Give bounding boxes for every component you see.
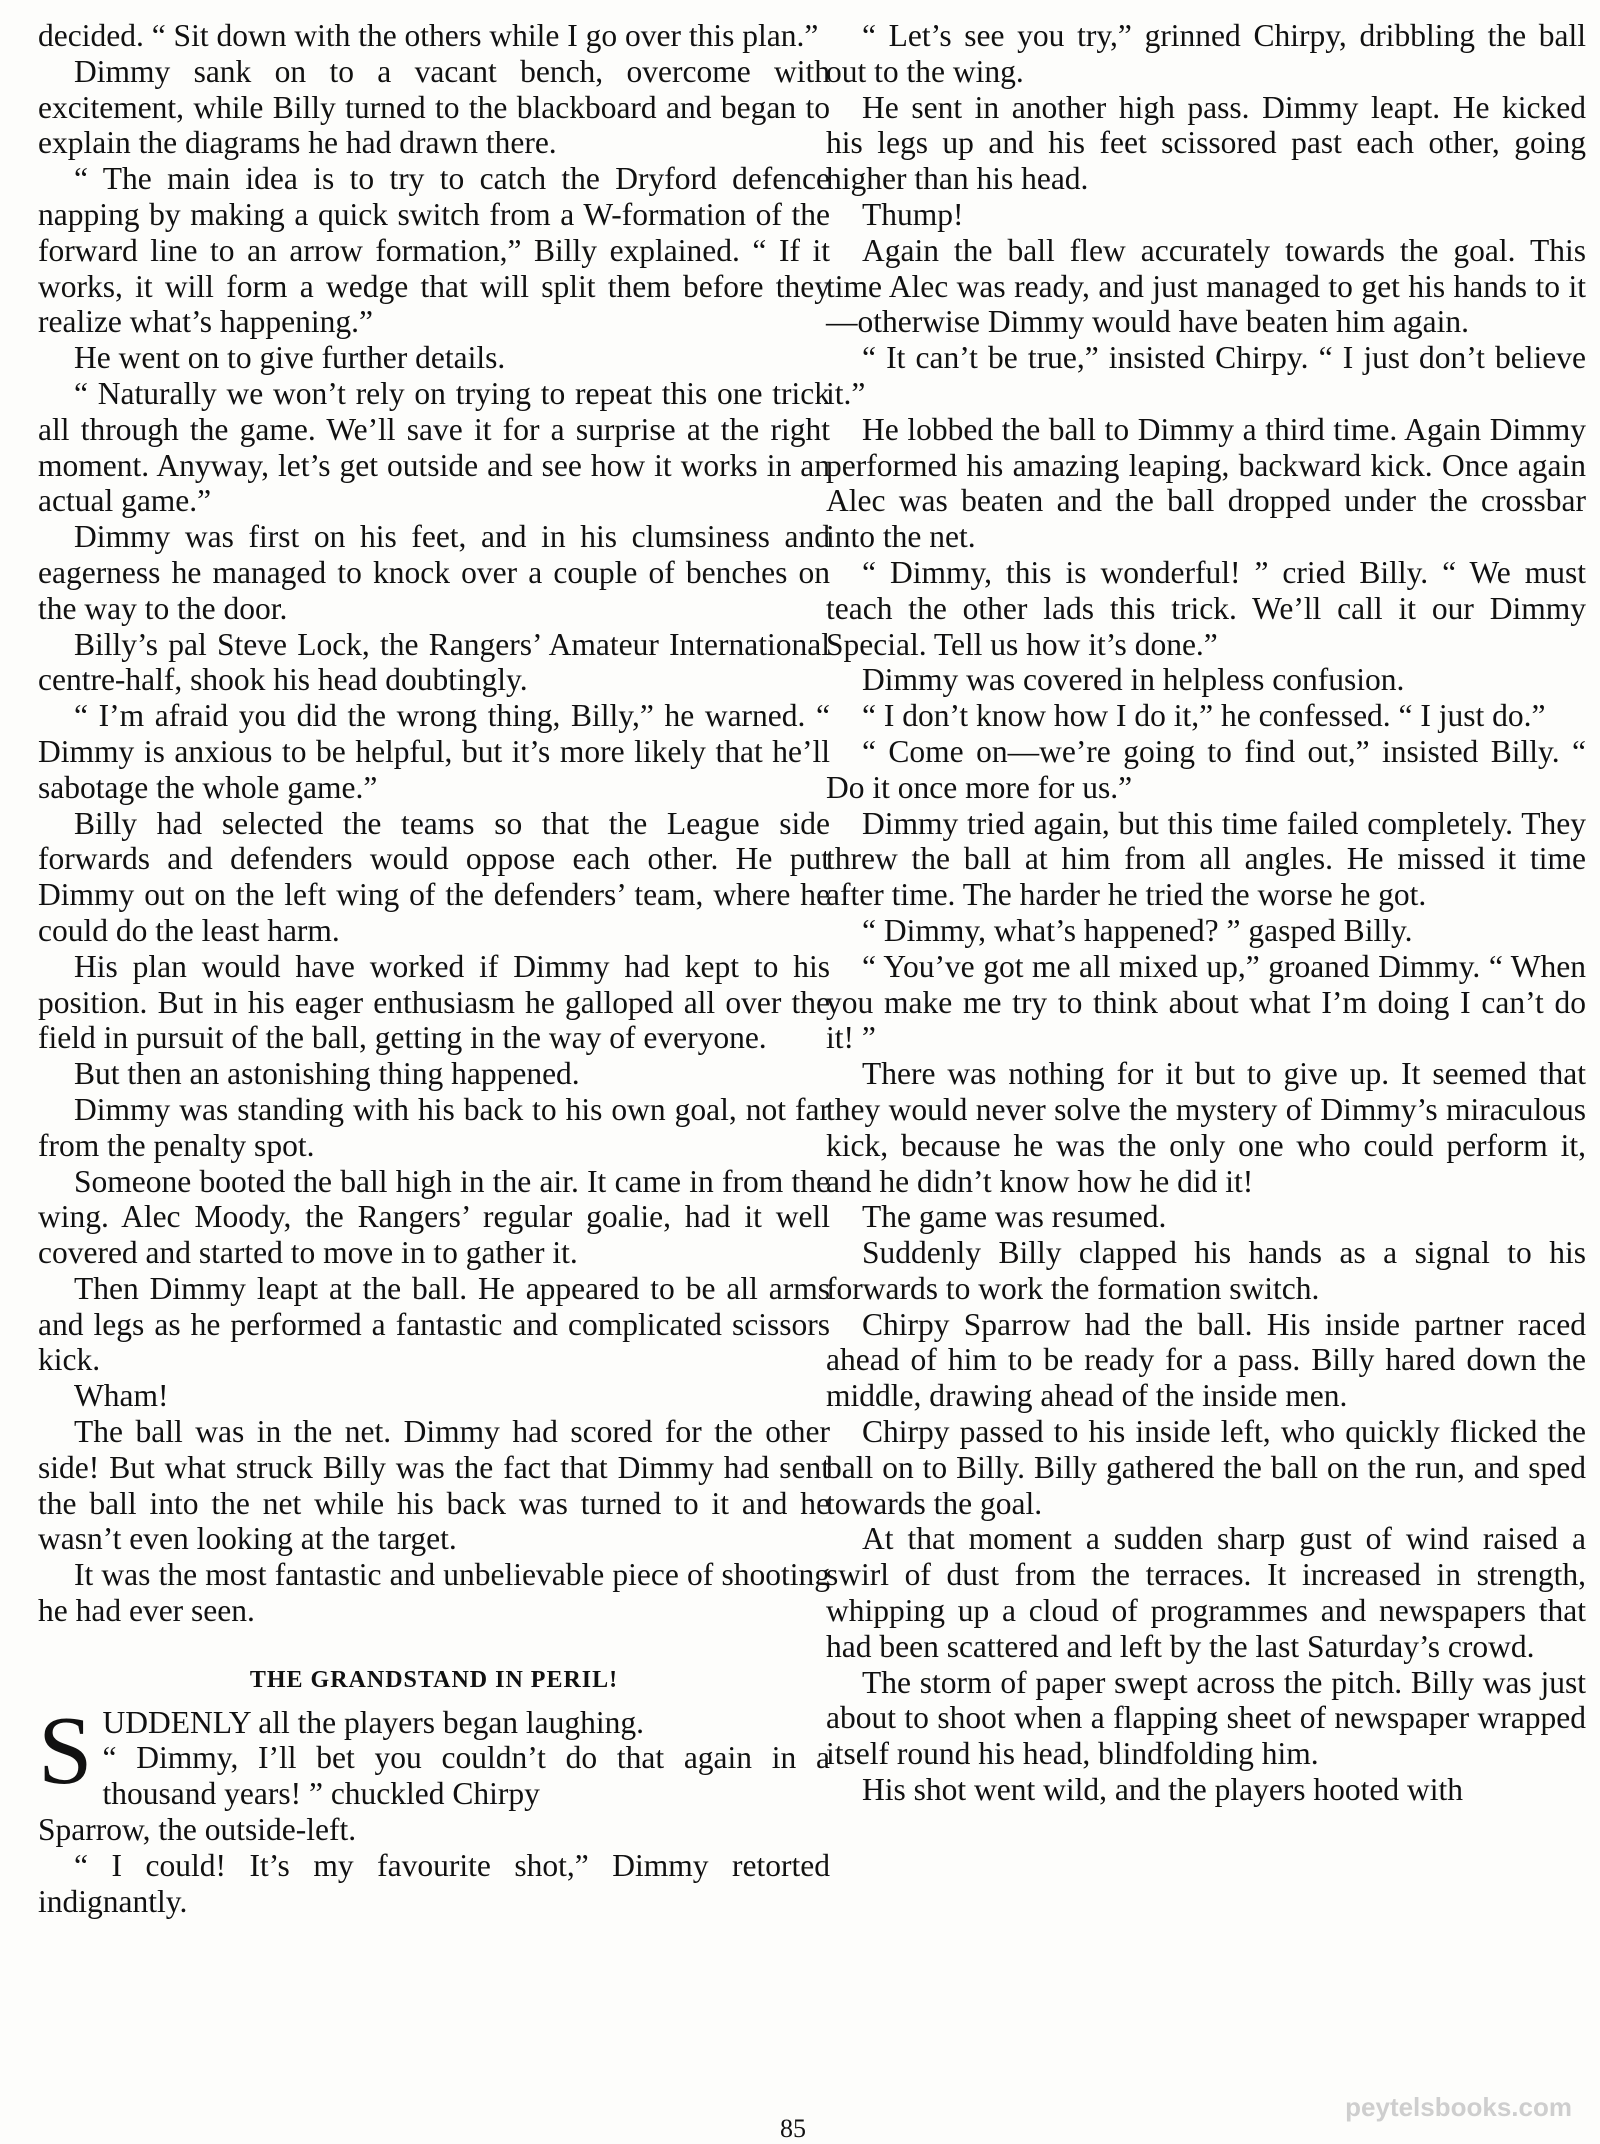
- paragraph: He went on to give further details.: [74, 340, 506, 376]
- paragraph: Sparrow, the outside-left.: [38, 1812, 357, 1848]
- paragraph: Then Dimmy leapt at the ball. He appeared to be all arms and legs as he performed a fantastic and complicated scissors kick.: [38, 1270, 830, 1378]
- paragraph: “ I could! It’s my favourite shot,” Dimmy retorted indignantly.: [38, 1847, 830, 1919]
- paragraph: Someone booted the ball high in the air. It came in from the wing. Alec Moody, the Rangers’ regular goalie, had it well covered and started to move in to gather it.: [38, 1163, 830, 1271]
- paragraph: decided. “ Sit down with the others while I go over this plan.”: [38, 18, 819, 53]
- paragraph: “ Let’s see you try,” grinned Chirpy, dribbling the ball out to the wing.: [826, 18, 1586, 89]
- paragraph: Suddenly Billy clapped his hands as a signal to his forwards to work the formation switch.: [826, 1235, 1586, 1306]
- paragraph: Again the ball flew accurately towards the goal. This time Alec was ready, and just managed to get his hands to it—otherwise Dimmy would have beaten him again.: [826, 232, 1586, 340]
- paragraph: “ The main idea is to try to catch the Dryford defence napping by making a quick switch from a W-formation of the forward line to an arrow formation,” Billy explained. “ If it works, it will form a wedge that will split them before they realize what’s happening.”: [38, 161, 830, 340]
- paragraph: The storm of paper swept across the pitch. Billy was just about to shoot when a flapping sheet of newspaper wrapped itself round his head, blindfolding him.: [826, 1664, 1586, 1772]
- paragraph: He sent in another high pass. Dimmy leapt. He kicked his legs up and his feet scissored past each other, going higher than his head.: [826, 89, 1586, 197]
- paragraph: “ You’ve got me all mixed up,” groaned Dimmy. “ When you make me try to think about what I’m doing I can’t do it! ”: [826, 948, 1586, 1056]
- paragraph: “ Dimmy, this is wonderful! ” cried Billy. “ We must teach the other lads this trick. We’ll call it our Dimmy Special. Tell us how it’s done.”: [826, 554, 1586, 662]
- right-column: [826, 18, 1586, 1808]
- paragraph: “ Come on—we’re going to find out,” insisted Billy. “ Do it once more for us.”: [826, 733, 1586, 805]
- paragraph: The ball was in the net. Dimmy had scored for the other side! But what struck Billy was the fact that Dimmy had sent the ball into the net while his back was turned to it and he wasn’t even looking at the target.: [38, 1414, 830, 1557]
- left-column: [38, 18, 830, 1919]
- paragraph: His plan would have worked if Dimmy had kept to his position. But in his eager enthusiasm he galloped all over the field in pursuit of the ball, getting in the way of everyone.: [38, 948, 830, 1056]
- paragraph: “ Naturally we won’t rely on trying to repeat this one trick all through the game. We’ll save it for a surprise at the right moment. Anyway, let’s get outside and see how it works in an actual game.”: [38, 375, 830, 519]
- paragraph: Dimmy was first on his feet, and in his clumsiness and eagerness he managed to knock over a couple of benches on the way to the door.: [38, 519, 830, 626]
- paragraph: “ Dimmy, what’s happened? ” gasped Billy.: [862, 912, 1413, 948]
- paragraph: Wham!: [74, 1378, 169, 1414]
- paragraph: Chirpy Sparrow had the ball. His inside partner raced ahead of him to be ready for a pass. Billy hared down the middle, drawing ahead of the inside men.: [826, 1306, 1586, 1414]
- dropcap-rest: UDDENLY all the players began laughing.: [102, 1704, 645, 1740]
- page-number: 85: [780, 2114, 806, 2143]
- paragraph: But then an astonishing thing happened.: [74, 1056, 580, 1092]
- paragraph: Chirpy passed to his inside left, who quickly flicked the ball on to Billy. Billy gathered the ball on the run, and sped towards the goal.: [826, 1414, 1586, 1521]
- paragraph: At that moment a sudden sharp gust of wind raised a swirl of dust from the terraces. It increased in strength, whipping up a cloud of programmes and newspapers that had been scattered and left by the last Saturday’s crowd.: [826, 1521, 1586, 1664]
- paragraph: Dimmy sank on to a vacant bench, overcome with excitement, while Billy turned to the blackboard and began to explain the diagrams he had drawn there.: [38, 53, 830, 161]
- paragraph: It was the most fantastic and unbelievable piece of shooting he had ever seen.: [38, 1557, 830, 1629]
- dropcap-paragraph: [38, 1696, 830, 1812]
- paragraph: “ I don’t know how I do it,” he confessed. “ I just do.”: [862, 698, 1546, 734]
- section-heading: THE GRANDSTAND IN PERIL!: [249, 1666, 619, 1693]
- paragraph: Dimmy was standing with his back to his own goal, not far from the penalty spot.: [38, 1091, 830, 1163]
- paragraph: There was nothing for it but to give up. It seemed that they would never solve the mystery of Dimmy’s miraculous kick, because he was the only one who could perform it, and he didn’t know how he did it!: [826, 1056, 1586, 1199]
- paragraph: Thump!: [862, 196, 964, 232]
- paragraph: “ I’m afraid you did the wrong thing, Billy,” he warned. “ Dimmy is anxious to be helpful, but it’s more likely that he’ll sabotage the whole game.”: [38, 698, 830, 805]
- paragraph: He lobbed the ball to Dimmy a third time. Again Dimmy performed his amazing leaping, backward kick. Once again Alec was beaten and the ball dropped under the crossbar into the net.: [826, 411, 1586, 555]
- paragraph: The game was resumed.: [862, 1199, 1167, 1235]
- paragraph: His shot went wild, and the players hooted with: [862, 1772, 1464, 1808]
- dropcap-letter: S: [38, 1696, 93, 1805]
- paragraph: Dimmy was covered in helpless confusion.: [862, 662, 1405, 698]
- paragraph: Billy’s pal Steve Lock, the Rangers’ Amateur International centre-half, shook his head doubtingly.: [38, 626, 830, 698]
- paragraph: Dimmy tried again, but this time failed completely. They threw the ball at him from all angles. He missed it time after time. The harder he tried the worse he got.: [826, 805, 1586, 913]
- dropcap-quote: “ Dimmy, I’ll bet you couldn’t do that again in a thousand years! ” chuckled Chirpy: [102, 1740, 830, 1812]
- paragraph: Billy had selected the teams so that the League side forwards and defenders would oppose each other. He put Dimmy out on the left wing of the defenders’ team, where he could do the least harm.: [38, 805, 830, 948]
- paragraph: “ It can’t be true,” insisted Chirpy. “ I just don’t believe it.”: [826, 340, 1586, 411]
- watermark: peytelsbooks.com: [1345, 2092, 1572, 2122]
